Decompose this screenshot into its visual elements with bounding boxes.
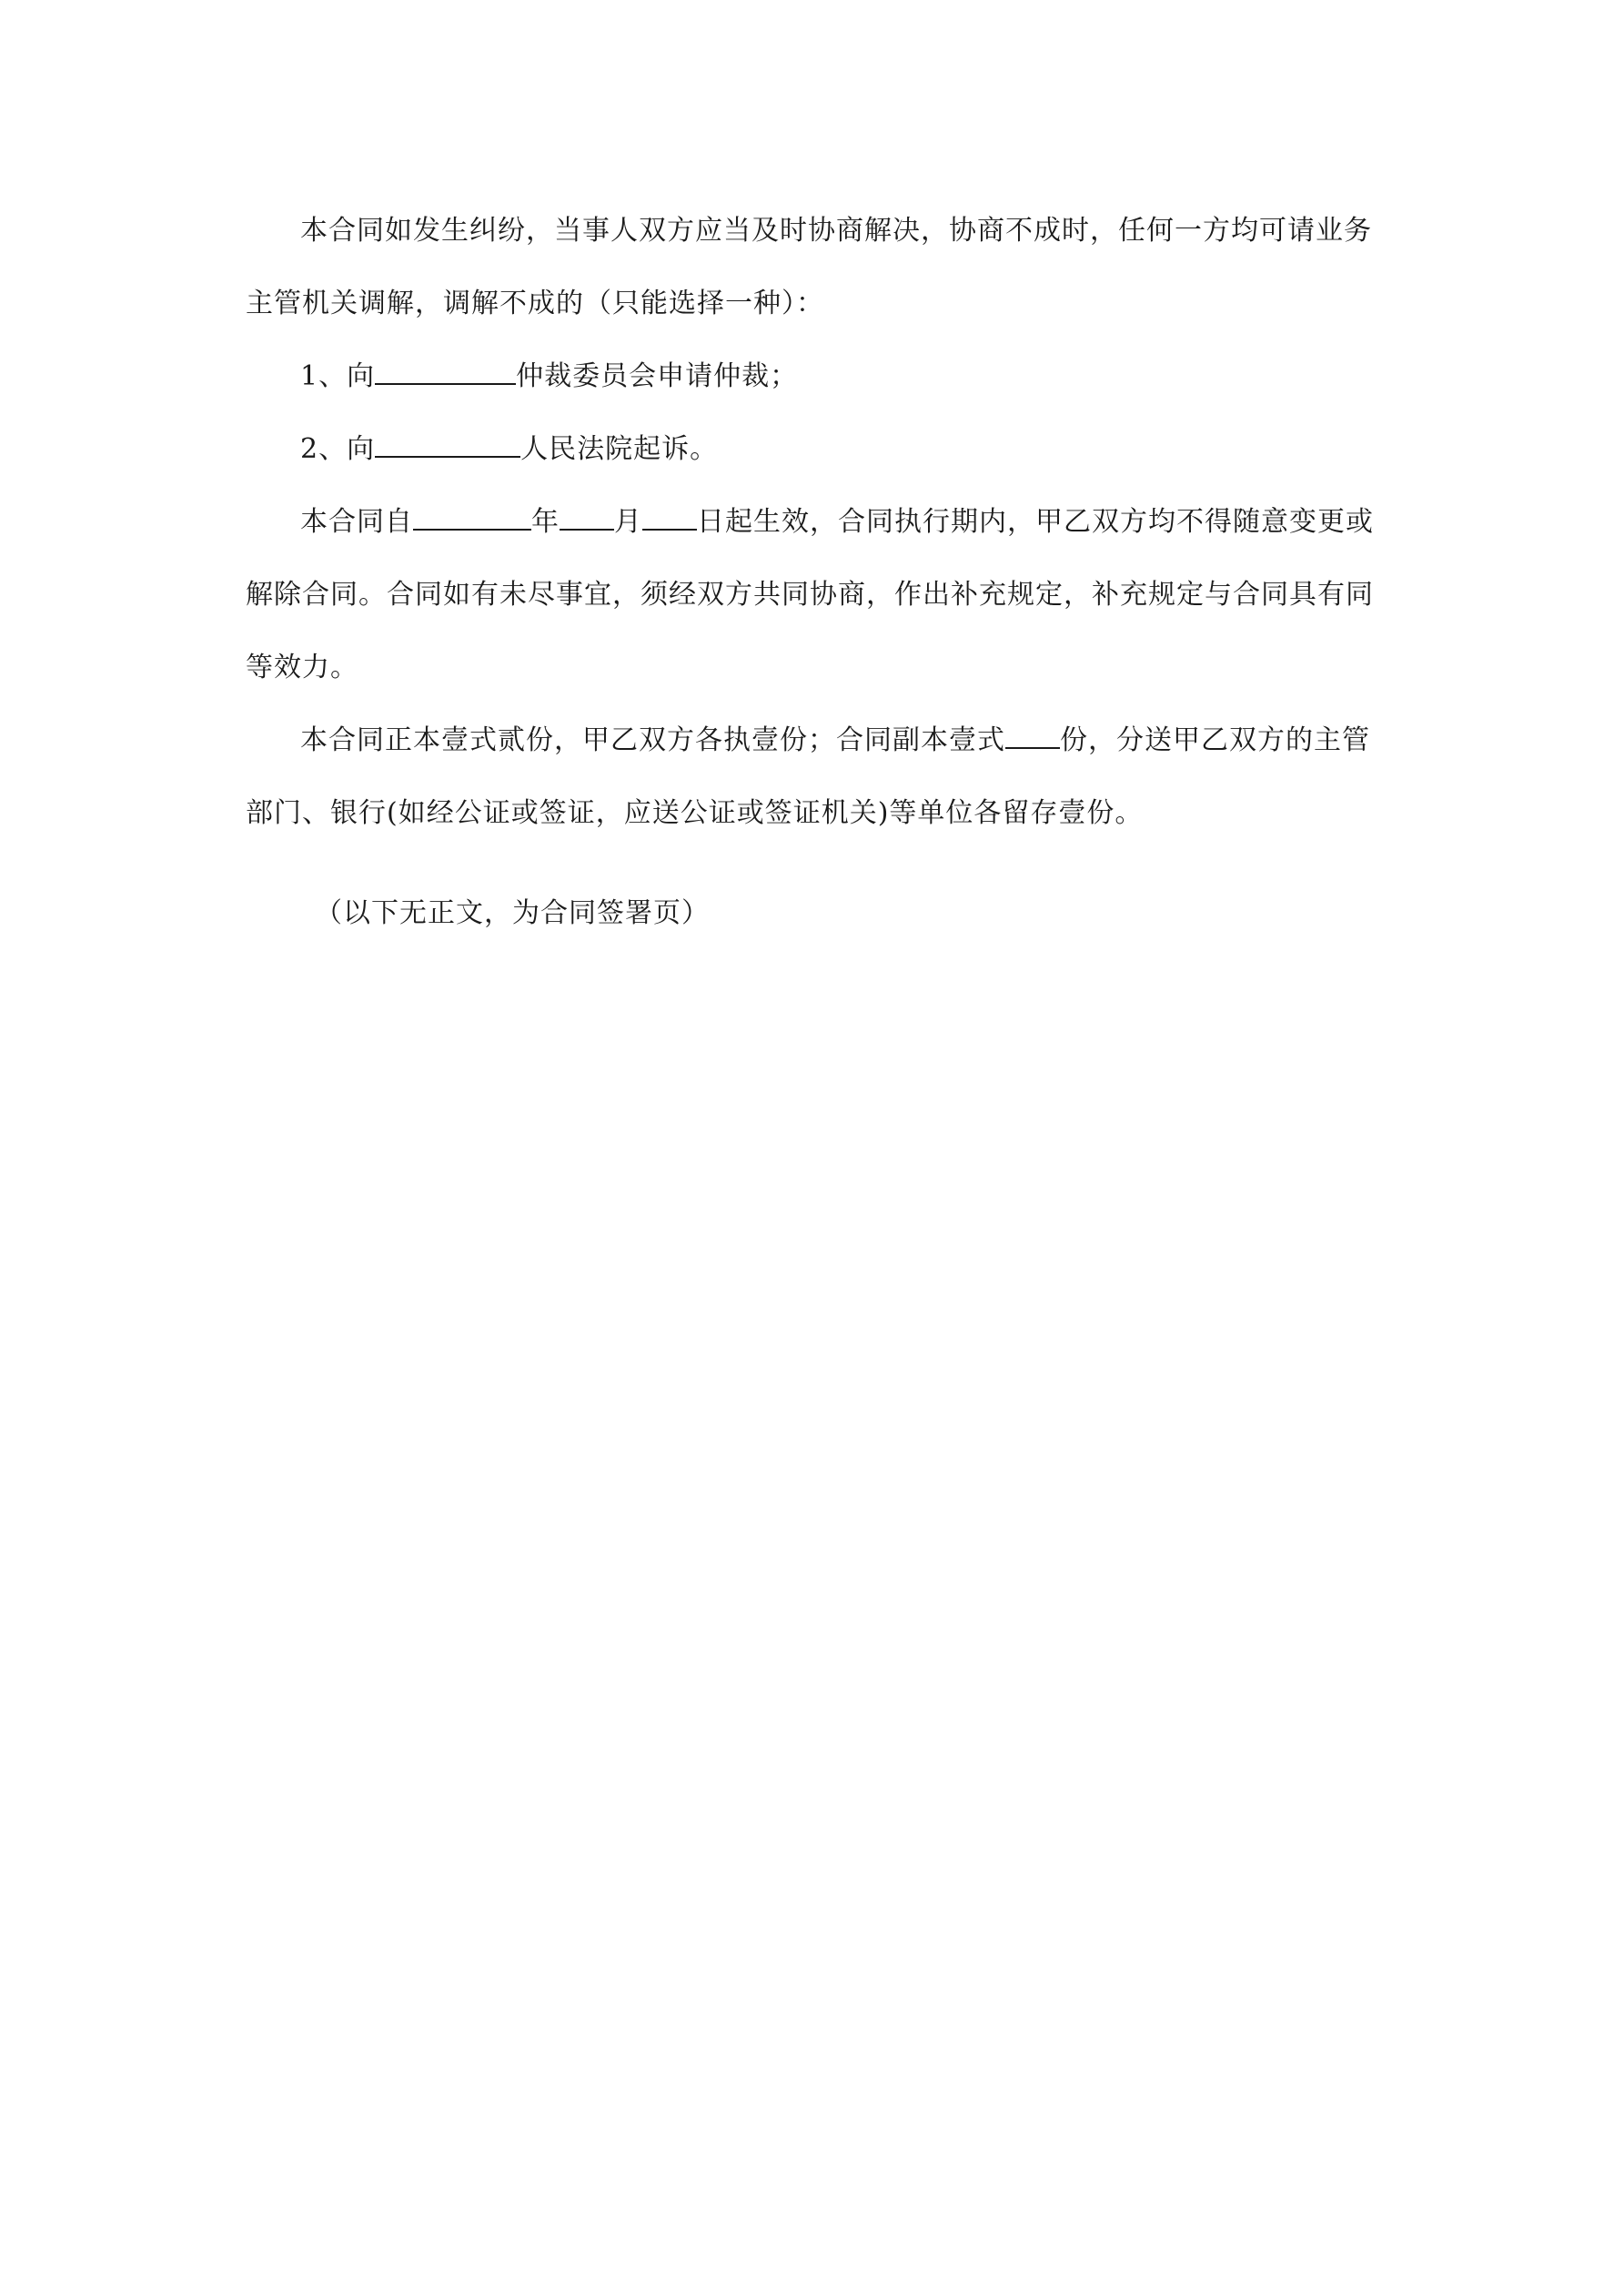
effective-date-text-2: 年 [531,506,560,538]
no-further-text-label: （以下无正文，为合同签署页） [315,897,710,929]
copies-text-2: 份，分送甲乙双方的主管部门、银行(如经公证或签证，应送公证或签证机关)等单位各留存壹份。 [246,724,1370,829]
option-arbitration-suffix: 仲裁委员会申请仲裁； [516,360,799,392]
copies-clause [246,704,1381,850]
effective-date-text-3: 月 [614,506,642,538]
court-name-blank[interactable] [375,432,520,458]
copies-count-blank[interactable] [1005,723,1060,749]
effective-date-text-1: 本合同自 [300,506,413,538]
dispute-clause-text: 本合同如发生纠纷，当事人双方应当及时协商解决，协商不成时，任何一方均可请业务主管机关调解，调解不成的（只能选择一种）： [246,215,1372,319]
option-arbitration [246,340,1381,413]
document-body [246,195,1381,950]
month-blank[interactable] [560,505,614,531]
dispute-clause [246,195,1381,340]
option-court-prefix: 2、向 [300,433,376,465]
copies-text-1: 本合同正本壹式贰份，甲乙双方各执壹份；合同副本壹式 [300,724,1005,756]
year-blank[interactable] [413,505,531,531]
effective-date-text-4: 日起生效，合同执行期内，甲乙双方均不得随意变更或解除合同。合同如有未尽事宜，须经双方共同协商，作出补充规定，补充规定与合同具有同等效力。 [246,506,1374,683]
arbitration-commission-blank[interactable] [375,359,516,385]
effective-date-clause [246,486,1381,704]
day-blank[interactable] [642,505,697,531]
option-court [246,413,1381,486]
no-further-text-note [246,877,1381,950]
option-arbitration-prefix: 1、向 [300,360,376,392]
option-court-suffix: 人民法院起诉。 [520,433,719,465]
